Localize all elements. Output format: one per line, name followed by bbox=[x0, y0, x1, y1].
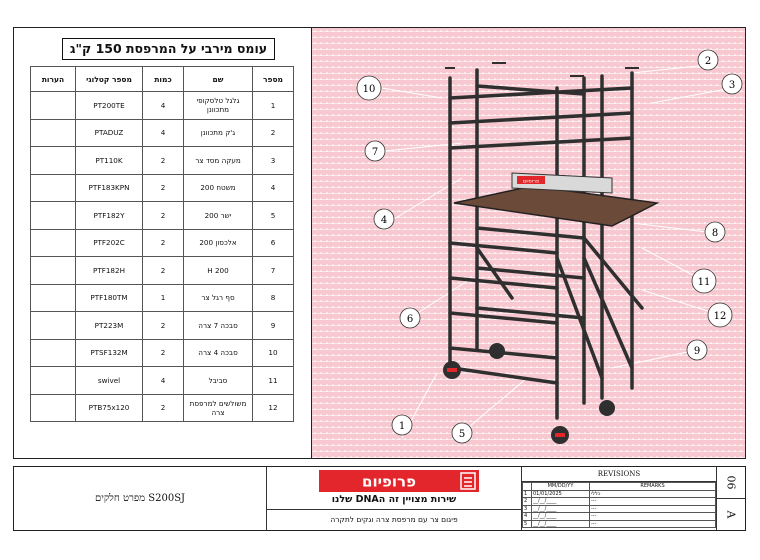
cell-num: 9 bbox=[253, 312, 294, 340]
cell-catalog: PTF202C bbox=[76, 229, 143, 257]
callout-label-7: 7 bbox=[371, 147, 379, 158]
rev-date-header: MM/DD/YY bbox=[532, 483, 590, 491]
table-title: עומס מירבי על המרפסת 150 ק"ג bbox=[62, 38, 275, 60]
rev-date: __/__/____ bbox=[532, 505, 590, 513]
sheet-info bbox=[717, 467, 745, 530]
cell-catalog: PTF183KPN bbox=[76, 174, 143, 202]
platform-sign-text: פרופיום bbox=[522, 178, 540, 185]
header-qty: כמות bbox=[143, 67, 184, 92]
revision-row bbox=[523, 490, 716, 498]
sheet-letter: A bbox=[724, 510, 738, 519]
cell-catalog: swivel bbox=[76, 367, 143, 395]
cell-notes bbox=[31, 339, 76, 367]
cell-num: 12 bbox=[253, 394, 294, 422]
cell-name: מעקה מסד צר bbox=[184, 147, 253, 175]
cell-name: ג'ק מתכוונן bbox=[184, 119, 253, 147]
cell-qty: 2 bbox=[143, 174, 184, 202]
wheel bbox=[489, 343, 505, 359]
cell-qty: 4 bbox=[143, 367, 184, 395]
rev-num: 4 bbox=[523, 513, 532, 521]
callout-5 bbox=[452, 423, 472, 443]
revision-row bbox=[523, 513, 716, 521]
rev-date: __/__/____ bbox=[532, 513, 590, 521]
cell-notes bbox=[31, 312, 76, 340]
cell-catalog: PTF180TM bbox=[76, 284, 143, 312]
cell-qty: 2 bbox=[143, 202, 184, 230]
sheet-number: 06 bbox=[724, 475, 738, 490]
callout-label-12: 12 bbox=[713, 311, 727, 322]
cell-notes bbox=[31, 284, 76, 312]
cell-notes bbox=[31, 147, 76, 175]
rev-num: 2 bbox=[523, 498, 532, 506]
callouts bbox=[357, 50, 742, 443]
logo-area bbox=[267, 467, 522, 530]
callout-8 bbox=[705, 222, 725, 242]
revisions-header-row bbox=[523, 483, 716, 491]
wheel-brake bbox=[447, 368, 457, 372]
table-row bbox=[31, 174, 294, 202]
cell-num: 5 bbox=[253, 202, 294, 230]
scaffold-illustration bbox=[312, 28, 745, 457]
table-row bbox=[31, 257, 294, 285]
cell-name: אלכסון 200 bbox=[184, 229, 253, 257]
rev-num: 3 bbox=[523, 505, 532, 513]
revision-row bbox=[523, 520, 716, 528]
callout-4 bbox=[374, 209, 394, 229]
cell-name: גלגל טלסקופי מתכוונן bbox=[184, 92, 253, 120]
rev-remarks-header: REMARKS bbox=[590, 483, 716, 491]
leader-line-3 bbox=[652, 88, 732, 103]
callout-label-8: 8 bbox=[711, 228, 719, 239]
callout-6 bbox=[400, 308, 420, 328]
rev-remarks: כללי bbox=[590, 490, 716, 498]
callout-label-2: 2 bbox=[704, 56, 712, 67]
rung bbox=[450, 243, 557, 253]
outrigger bbox=[477, 248, 512, 298]
cell-qty: 4 bbox=[143, 92, 184, 120]
table-row bbox=[31, 92, 294, 120]
drawing-frame bbox=[13, 27, 746, 459]
cell-num: 7 bbox=[253, 257, 294, 285]
callout-9 bbox=[687, 340, 707, 360]
callout-label-1: 1 bbox=[398, 421, 406, 432]
callout-11 bbox=[692, 269, 716, 293]
rev-date: __/__/____ bbox=[532, 520, 590, 528]
cell-num: 4 bbox=[253, 174, 294, 202]
cell-num: 10 bbox=[253, 339, 294, 367]
rung bbox=[477, 228, 584, 238]
rev-date: 01/01/2025 bbox=[532, 490, 590, 498]
callout-label-10: 10 bbox=[362, 84, 376, 95]
leader-line-5 bbox=[462, 378, 527, 433]
revisions-table bbox=[522, 482, 716, 528]
leader-line-8 bbox=[632, 223, 715, 233]
cell-catalog: PTF182Y bbox=[76, 202, 143, 230]
cell-catalog: PTB75x120 bbox=[76, 394, 143, 422]
header-notes: הערות bbox=[31, 67, 76, 92]
base-rail bbox=[452, 368, 557, 383]
rev-num: 1 bbox=[523, 490, 532, 498]
header-name: שם bbox=[184, 67, 253, 92]
cell-notes bbox=[31, 367, 76, 395]
cell-num: 1 bbox=[253, 92, 294, 120]
wheel-brake bbox=[555, 433, 565, 437]
logo-text: פרופיום bbox=[362, 472, 416, 491]
cell-catalog: PT110K bbox=[76, 147, 143, 175]
rev-remarks: --- bbox=[590, 505, 716, 513]
revisions-title: REVISIONS bbox=[522, 467, 716, 482]
cell-name: סף רגל צר bbox=[184, 284, 253, 312]
table-row bbox=[31, 312, 294, 340]
cell-catalog: PT223M bbox=[76, 312, 143, 340]
rev-num: 5 bbox=[523, 520, 532, 528]
callout-10 bbox=[357, 76, 381, 100]
rev-date: __/__/____ bbox=[532, 498, 590, 506]
cell-qty: 1 bbox=[143, 284, 184, 312]
callout-1 bbox=[392, 415, 412, 435]
cell-catalog: PTADUZ bbox=[76, 119, 143, 147]
cell-name: סבכה 7 צרה bbox=[184, 312, 253, 340]
parts-panel bbox=[14, 28, 312, 458]
leader-line-2 bbox=[632, 65, 708, 73]
cell-name: H 200 bbox=[184, 257, 253, 285]
callout-label-9: 9 bbox=[693, 346, 701, 357]
table-row bbox=[31, 147, 294, 175]
header-num: מספר bbox=[253, 67, 294, 92]
revision-row bbox=[523, 505, 716, 513]
cell-notes bbox=[31, 229, 76, 257]
callout-2 bbox=[698, 50, 718, 70]
cell-notes bbox=[31, 257, 76, 285]
cell-qty: 4 bbox=[143, 119, 184, 147]
cell-qty: 2 bbox=[143, 257, 184, 285]
rev-remarks: --- bbox=[590, 498, 716, 506]
parts-table bbox=[30, 66, 294, 422]
leader-line-4 bbox=[394, 178, 462, 219]
cell-catalog: PTSF132M bbox=[76, 339, 143, 367]
cell-name: משולשים למרפסת צרה bbox=[184, 394, 253, 422]
header-catalog: מספר קטלוגי bbox=[76, 67, 143, 92]
callout-label-5: 5 bbox=[458, 429, 466, 440]
callout-7 bbox=[365, 141, 385, 161]
cell-name: סביבל bbox=[184, 367, 253, 395]
revisions-block bbox=[522, 467, 717, 530]
callout-3 bbox=[722, 74, 742, 94]
drawing-description: פיגום צר עם מרפסת צרה וגקים לתקרה bbox=[267, 509, 521, 532]
leader-line-6 bbox=[410, 278, 472, 318]
callout-12 bbox=[708, 303, 732, 327]
table-row bbox=[31, 202, 294, 230]
title-block bbox=[13, 466, 746, 531]
table-row bbox=[31, 339, 294, 367]
callout-label-4: 4 bbox=[380, 215, 388, 226]
table-row bbox=[31, 284, 294, 312]
cell-name: סבכה 4 צרה bbox=[184, 339, 253, 367]
cell-name: ישר 200 bbox=[184, 202, 253, 230]
company-logo bbox=[319, 470, 479, 492]
leader-line-10 bbox=[382, 88, 442, 98]
slogan: שירות מצויין זה הDNA שלנו bbox=[331, 494, 457, 505]
adjustable-jacks bbox=[445, 63, 639, 76]
table-header-row bbox=[31, 67, 294, 92]
rev-remarks: --- bbox=[590, 520, 716, 528]
part-title: S200SJ מפרט חלקים bbox=[14, 467, 267, 530]
cell-notes bbox=[31, 119, 76, 147]
cell-num: 2 bbox=[253, 119, 294, 147]
scaffold-frame bbox=[450, 70, 642, 418]
cell-num: 3 bbox=[253, 147, 294, 175]
callout-label-6: 6 bbox=[406, 314, 414, 325]
cell-catalog: PTF182H bbox=[76, 257, 143, 285]
cell-catalog: PT200TE bbox=[76, 92, 143, 120]
callout-label-11: 11 bbox=[697, 277, 711, 288]
rev-remarks: --- bbox=[590, 513, 716, 521]
cell-notes bbox=[31, 92, 76, 120]
table-row bbox=[31, 394, 294, 422]
cell-qty: 2 bbox=[143, 147, 184, 175]
cell-qty: 2 bbox=[143, 339, 184, 367]
revision-row bbox=[523, 498, 716, 506]
table-row bbox=[31, 229, 294, 257]
table-row bbox=[31, 367, 294, 395]
cell-notes bbox=[31, 394, 76, 422]
cell-qty: 2 bbox=[143, 229, 184, 257]
cell-qty: 2 bbox=[143, 312, 184, 340]
cell-notes bbox=[31, 174, 76, 202]
callout-label-3: 3 bbox=[728, 80, 736, 91]
table-row bbox=[31, 119, 294, 147]
cell-qty: 2 bbox=[143, 394, 184, 422]
cell-num: 8 bbox=[253, 284, 294, 312]
cell-num: 6 bbox=[253, 229, 294, 257]
cell-num: 11 bbox=[253, 367, 294, 395]
cell-notes bbox=[31, 202, 76, 230]
scaffold-illustration-panel bbox=[312, 28, 745, 458]
cell-name: משטח 200 bbox=[184, 174, 253, 202]
wheel bbox=[599, 400, 615, 416]
